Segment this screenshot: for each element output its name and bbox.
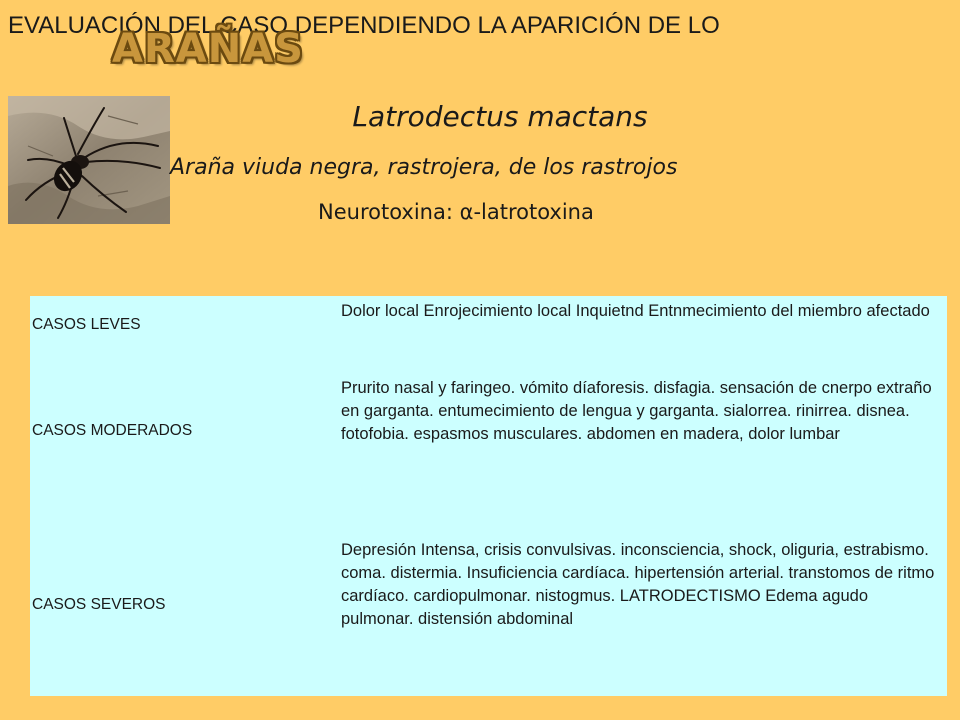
- species-common-names: Araña viuda negra, rastrojera, de los rastrojos: [170, 155, 678, 180]
- case-label: CASOS MODERADOS: [32, 422, 193, 439]
- cases-table: [30, 296, 947, 696]
- spider-photo: [8, 96, 170, 224]
- case-description: Depresión Intensa, crisis convulsivas. inconsciencia, shock, oliguria, estrabismo. coma. distermia. Insuficiencia cardíaca. hipertensión arterial. transtomos de ritmo cardíaco. cardiopulmonar. nistogmus. LATRODECTISMO Edema agudo pulmonar. distensión abdominal: [341, 541, 935, 628]
- neurotoxin-alpha-symbol: α: [459, 200, 474, 224]
- black-widow-spider-icon: [8, 96, 170, 224]
- species-scientific-name: Latrodectus mactans: [352, 100, 648, 133]
- neurotoxin-line: [318, 200, 738, 224]
- slide-subtitle: ARAÑAS: [112, 26, 304, 72]
- neurotoxin-label: Neurotoxina:: [318, 200, 453, 224]
- case-description: Prurito nasal y faringeo. vómito díaforesis. disfagia. sensación de cnerpo extraño en garganta. entumecimiento de lengua y garganta. sialorrea. rinirrea. disnea. fotofobia. espasmos musculares. abdomen en madera, dolor lumbar: [341, 379, 932, 443]
- case-label: CASOS LEVES: [32, 316, 141, 333]
- case-description: Dolor local Enrojecimiento local Inquietnd Entnmecimiento del miembro afectado: [341, 302, 930, 320]
- neurotoxin-name: -latrotoxina: [473, 200, 594, 224]
- slide-title: EVALUACIÓN DEL CASO DEPENDIENDO LA APARICIÓN DE LO: [8, 12, 720, 39]
- case-label: CASOS SEVEROS: [32, 596, 166, 613]
